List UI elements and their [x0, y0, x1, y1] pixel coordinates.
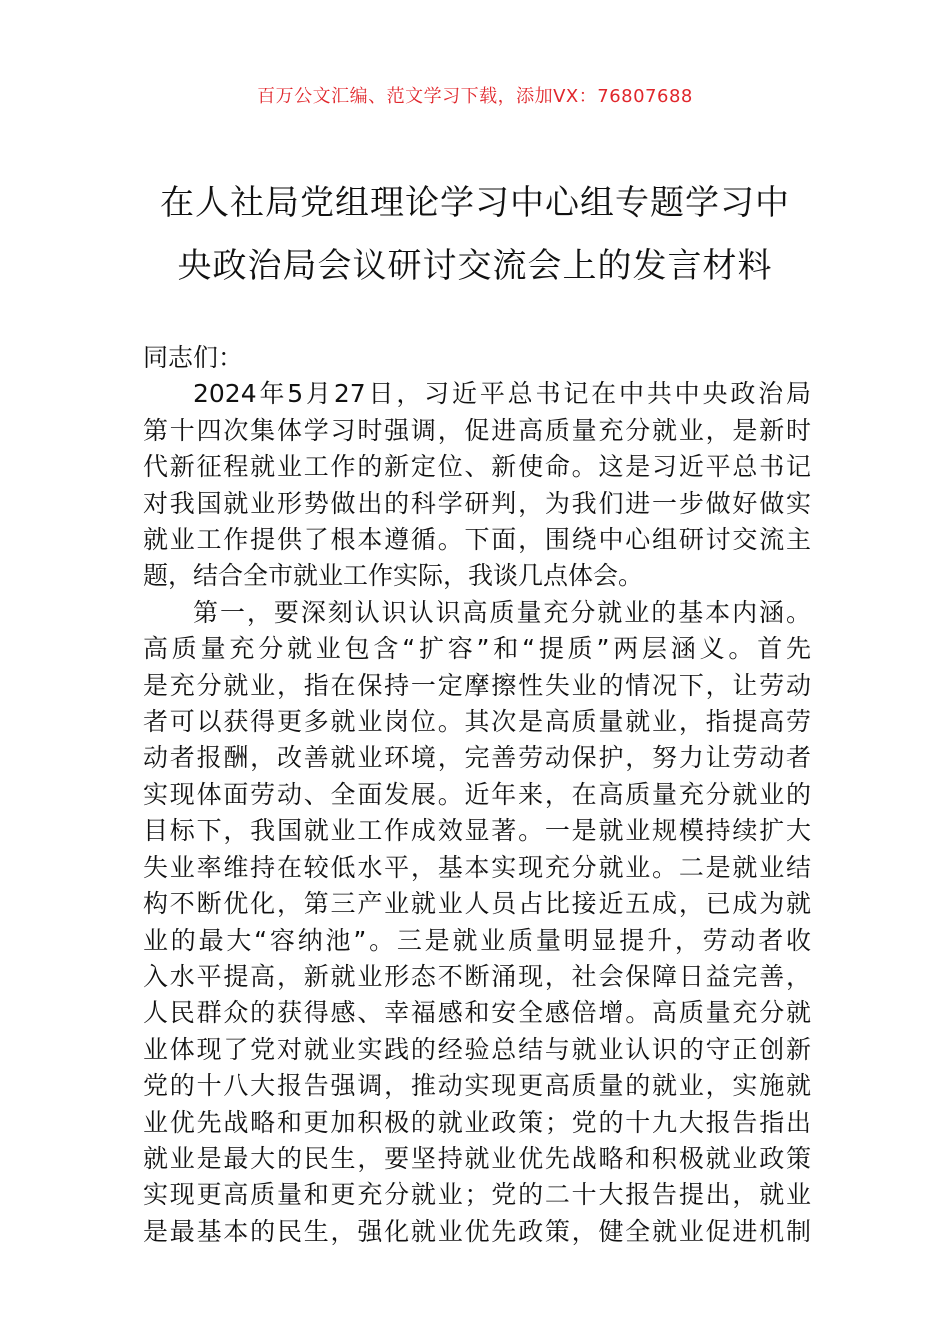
paragraph-line: 就业是最大的民生，要坚持就业优先战略和积极就业政策 — [143, 1143, 811, 1173]
page-title — [130, 172, 820, 298]
paragraph-first-point — [143, 595, 811, 1250]
paragraph-line: 高质量充分就业包含“扩容”和“提质”两层涵义。首先 — [143, 634, 811, 664]
paragraph-line: 动者报酬，改善就业环境，完善劳动保护，努力让劳动者 — [143, 743, 811, 773]
header-note: 百万公文汇编、范文学习下载，添加VX：76807688 — [257, 86, 693, 107]
paragraph-line: 构不断优化，第三产业就业人员占比接近五成，已成为就 — [143, 889, 811, 919]
title-line: 央政治局会议研讨交流会上的发言材料 — [177, 246, 773, 286]
paragraph-line: 入水平提高，新就业形态不断涌现，社会保障日益完善， — [143, 961, 811, 991]
paragraph-intro — [143, 376, 811, 594]
paragraph-line: 2024年5月27日，习近平总书记在中共中央政治局 — [193, 379, 811, 409]
salutation: 同志们： — [143, 343, 244, 372]
paragraph-line: 业的最大“容纳池”。三是就业质量明显提升，劳动者收 — [143, 925, 811, 955]
paragraph-line: 对我国就业形势做出的科学研判，为我们进一步做好做实 — [143, 488, 811, 518]
paragraph-line: 代新征程就业工作的新定位、新使命。这是习近平总书记 — [143, 452, 811, 482]
paragraph-line: 者可以获得更多就业岗位。其次是高质量就业，指提高劳 — [143, 707, 811, 737]
paragraph-line: 实现体面劳动、全面发展。近年来，在高质量充分就业的 — [143, 779, 811, 809]
paragraph-line: 实现更高质量和更充分就业；党的二十大报告提出，就业 — [143, 1180, 811, 1210]
paragraph-line: 第一，要深刻认识认识高质量充分就业的基本内涵。 — [193, 597, 811, 627]
title-line: 在人社局党组理论学习中心组专题学习中 — [160, 183, 790, 223]
paragraph-line: 业优先战略和更加积极的就业政策；党的十九大报告指出 — [143, 1107, 811, 1137]
paragraph-line: 第十四次集体学习时强调，促进高质量充分就业，是新时 — [143, 415, 811, 445]
document-body — [143, 340, 811, 1250]
paragraph-line: 题，结合全市就业工作实际，我谈几点体会。 — [143, 561, 644, 591]
paragraph-line: 就业工作提供了根本遵循。下面，围绕中心组研讨交流主 — [143, 525, 811, 555]
paragraph-line: 业体现了党对就业实践的经验总结与就业认识的守正创新 — [143, 1034, 811, 1064]
paragraph-line: 是最基本的民生，强化就业优先政策，健全就业促进机制 — [143, 1216, 811, 1246]
paragraph-line: 人民群众的获得感、幸福感和安全感倍增。高质量充分就 — [143, 998, 811, 1028]
paragraph-line: 失业率维持在较低水平，基本实现充分就业。二是就业结 — [143, 852, 811, 882]
paragraph-line: 目标下，我国就业工作成效显著。一是就业规模持续扩大 — [143, 816, 811, 846]
paragraph-line: 是充分就业，指在保持一定摩擦性失业的情况下，让劳动 — [143, 670, 811, 700]
paragraph-line: 党的十八大报告强调，推动实现更高质量的就业，实施就 — [143, 1071, 811, 1101]
